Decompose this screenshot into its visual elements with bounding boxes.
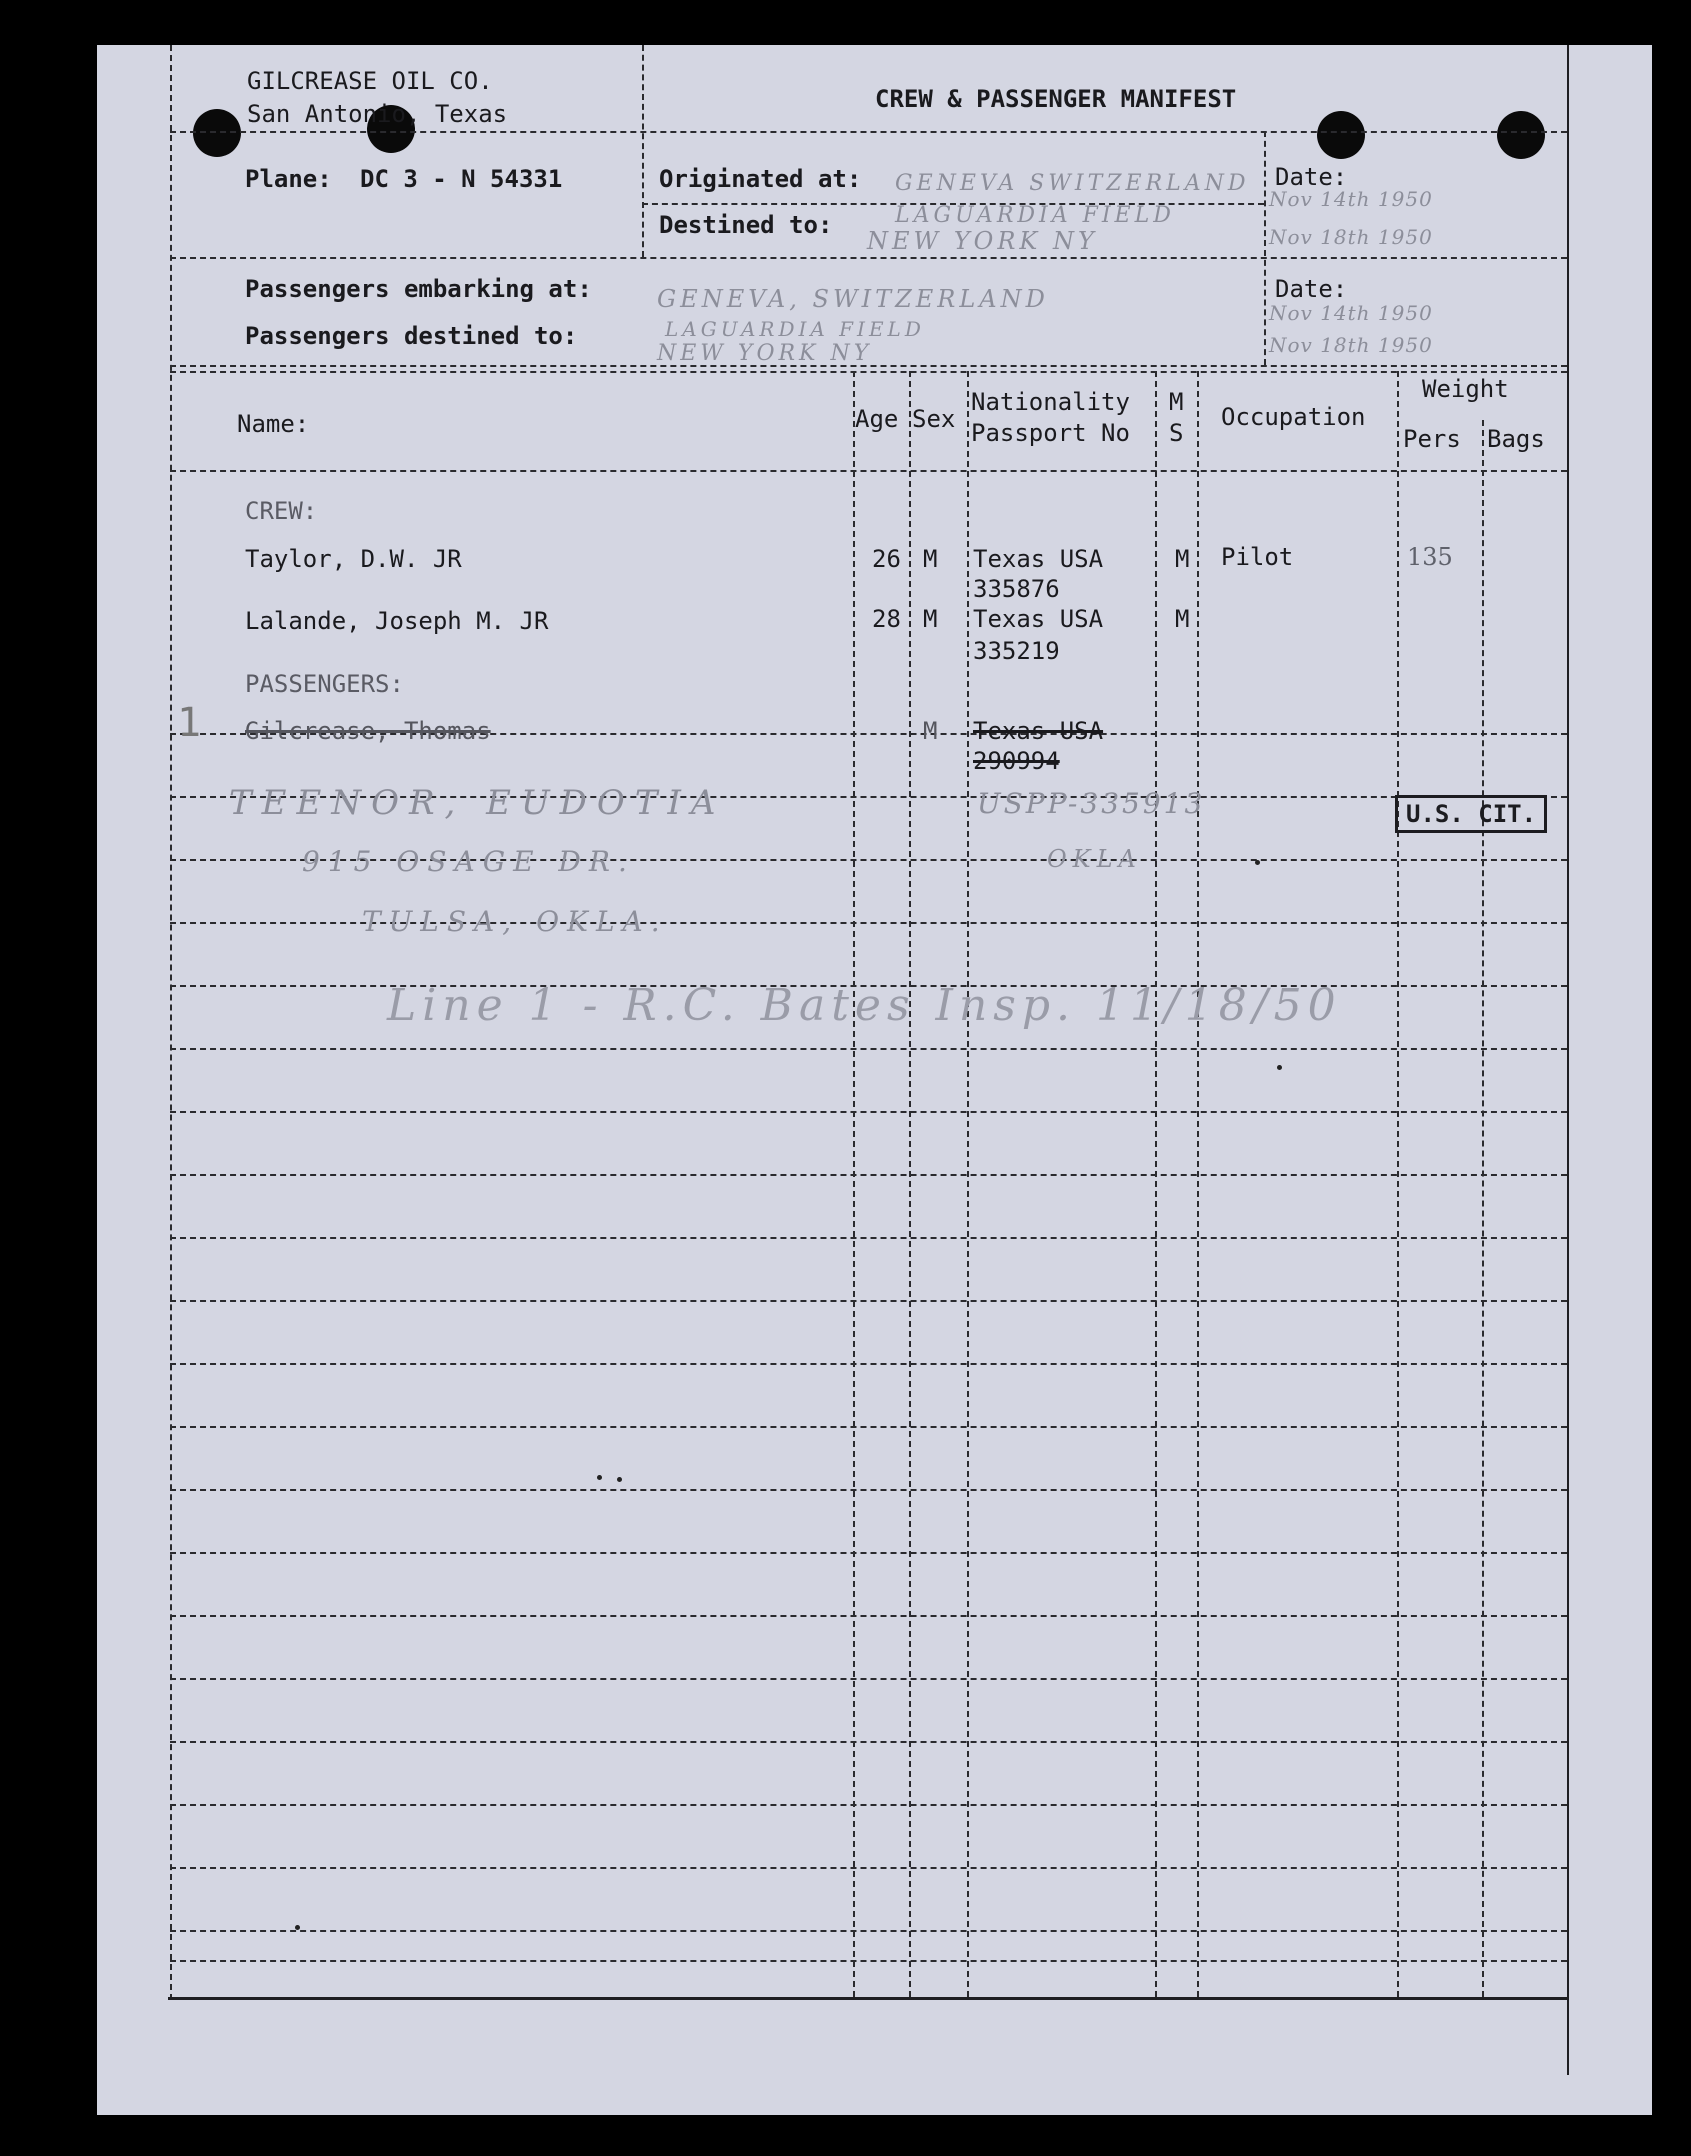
table-row-line (170, 1363, 1567, 1365)
struck-passenger-name: Gilcrease, Thomas (245, 717, 491, 745)
col-pers: Pers (1403, 425, 1461, 453)
crew-1-sex: M (923, 545, 938, 573)
date-originated: Nov 14th 1950 (1269, 187, 1433, 211)
destined-value-2: NEW YORK NY (867, 227, 1098, 255)
speck (617, 1477, 622, 1482)
form-title: CREW & PASSENGER MANIFEST (875, 85, 1237, 113)
table-row-line (170, 1237, 1567, 1239)
hw-passenger-address-2: TULSA, OKLA. (362, 905, 668, 938)
company-name: GILCREASE OIL CO. (247, 67, 493, 95)
inspector-signature: Line 1 - R.C. Bates Insp. 11/18/50 (387, 980, 1342, 1031)
col-age: Age (855, 405, 899, 433)
pass-destined-value-2: NEW YORK NY (657, 341, 873, 366)
pass-date-1: Nov 14th 1950 (1269, 301, 1433, 325)
punch-hole (1317, 111, 1365, 159)
table-row-line (170, 1960, 1567, 1962)
crew-2-sex: M (923, 605, 938, 633)
struck-passenger-nationality: Texas USA (973, 717, 1104, 745)
plane-value: DC 3 - N 54331 (360, 165, 563, 193)
speck (1277, 1065, 1282, 1070)
hw-passenger-address-1: 915 OSAGE DR. (302, 845, 635, 878)
pass-date-2: Nov 18th 1950 (1269, 333, 1433, 357)
struck-passenger-passport: 290994 (973, 747, 1060, 775)
crew-1-nationality: Texas USA (973, 545, 1104, 573)
date-label: Date: (1275, 163, 1348, 191)
col-name: Name: (237, 410, 310, 438)
crew-1-pers: 135 (1407, 543, 1453, 571)
hw-passenger-name: TEENOR, EUDOTIA (229, 783, 726, 823)
margin-mark: 1 (177, 700, 202, 746)
company-city: San Antonio, Texas (247, 100, 508, 128)
table-row-line (170, 1300, 1567, 1302)
crew-1-occupation: Pilot (1221, 543, 1294, 571)
plane-label: Plane: (245, 165, 332, 193)
punch-hole (193, 109, 241, 157)
manifest-page (97, 45, 1652, 2115)
struck-passenger-sex: M (923, 717, 938, 745)
table-row-line (170, 1489, 1567, 1491)
col-bags: Bags (1487, 425, 1545, 453)
table-row-line (170, 1111, 1567, 1113)
pass-date-label: Date: (1275, 275, 1348, 303)
crew-2-name: Lalande, Joseph M. JR (245, 607, 549, 635)
embarking-value: GENEVA, SWITZERLAND (657, 285, 1049, 313)
citizenship-stamp: U.S. CIT. (1395, 795, 1547, 833)
col-sex: Sex (912, 405, 956, 433)
col-nationality: Nationality (971, 388, 1130, 416)
table-row-line (170, 1426, 1567, 1428)
crew-2-age: 28 (872, 605, 901, 633)
hw-passenger-passport: USPP-335913 (977, 787, 1206, 820)
table-row-line (170, 1048, 1567, 1050)
col-s: S (1169, 419, 1184, 447)
punch-hole (1497, 111, 1545, 159)
speck (295, 1925, 300, 1930)
pass-destined-value-1: LAGUARDIA FIELD (665, 317, 925, 341)
crew-2-nationality: Texas USA (973, 605, 1104, 633)
table-row-line (170, 1741, 1567, 1743)
col-weight: Weight (1422, 375, 1509, 403)
table-row-line (170, 1615, 1567, 1617)
table-row-line (170, 1174, 1567, 1176)
speck (597, 1475, 602, 1480)
table-row-line (170, 1678, 1567, 1680)
destined-label: Destined to: (659, 211, 833, 239)
crew-1-passport: 335876 (973, 575, 1060, 603)
destined-value-1: LAGUARDIA FIELD (895, 203, 1175, 228)
crew-section-label: CREW: (245, 497, 318, 525)
table-row-line (170, 1804, 1567, 1806)
table-row-line (170, 1552, 1567, 1554)
passengers-section-label: PASSENGERS: (245, 670, 404, 698)
crew-1-age: 26 (872, 545, 901, 573)
table-row-line (170, 1867, 1567, 1869)
col-passport: Passport No (971, 419, 1130, 447)
originated-label: Originated at: (659, 165, 862, 193)
col-occupation: Occupation (1221, 403, 1366, 431)
embarking-label: Passengers embarking at: (245, 275, 592, 303)
crew-1-name: Taylor, D.W. JR (245, 545, 462, 573)
table-row-line (170, 1930, 1567, 1932)
pass-destined-label: Passengers destined to: (245, 322, 578, 350)
crew-1-ms: M (1175, 545, 1190, 573)
col-m: M (1169, 388, 1184, 416)
date-destined: Nov 18th 1950 (1269, 225, 1433, 249)
speck (1255, 860, 1260, 865)
originated-value: GENEVA SWITZERLAND (895, 171, 1250, 196)
hw-passenger-state: OKLA (1047, 845, 1142, 873)
crew-2-ms: M (1175, 605, 1190, 633)
crew-2-passport: 335219 (973, 637, 1060, 665)
